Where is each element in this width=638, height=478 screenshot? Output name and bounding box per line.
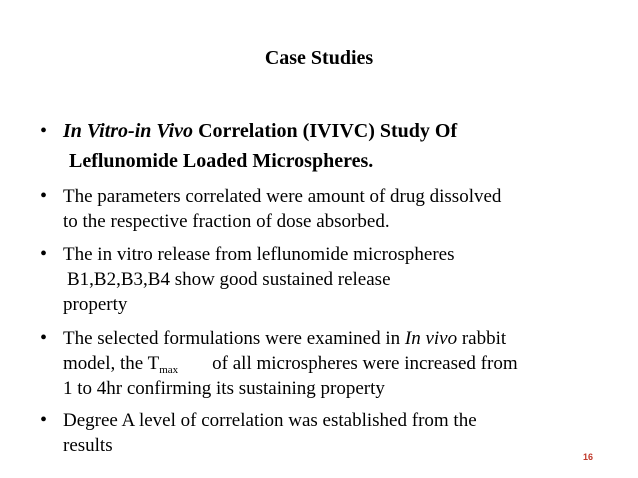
bullet-4-line-1-post: rabbit: [457, 328, 507, 349]
bullet-dot: •: [40, 327, 48, 349]
bullet-1-rest: Correlation (IVIVC) Study Of: [193, 120, 458, 142]
bullet-1-line-2: Leflunomide Loaded Microspheres.: [69, 150, 374, 172]
bullet-4-line-1: [63, 326, 518, 351]
bullet-3-line-2: B1,B2,B3,B4 show good sustained release: [67, 269, 391, 290]
bullet-5-line-2: results: [63, 435, 113, 456]
bullet-4-line-1-pre: The selected formulations were examined in: [63, 328, 405, 349]
slide-title: Case Studies: [264, 47, 374, 69]
bullet-3-line-1: The in vitro release from leflunomide microspheres: [63, 244, 455, 265]
bullet-2-line-1: The parameters correlated were amount of drug dissolved: [63, 186, 502, 207]
bullet-1-text: [63, 116, 457, 176]
bullet-4-line-1-italic: In vivo: [404, 328, 458, 349]
bullet-4-line-2-pre: model, the T: [63, 353, 160, 374]
bullet-4-line-3: 1 to 4hr confirming its sustaining property: [63, 378, 385, 399]
bullet-3-line-3: property: [63, 294, 128, 315]
bullet-5-line-1: Degree A level of correlation was established from the: [63, 410, 477, 431]
bullet-5-text: [63, 408, 477, 458]
bullet-dot: •: [40, 120, 48, 142]
bullet-3-text: [63, 242, 454, 317]
page-number: 16: [583, 452, 594, 462]
bullet-4-line-2: [63, 351, 518, 376]
bullet-2-line-2: to the respective fraction of dose absorbed.: [63, 211, 390, 232]
bullet-1-italic: In Vitro-in Vivo: [63, 120, 194, 142]
bullet-dot: •: [40, 243, 48, 265]
bullet-4-text: [63, 326, 518, 401]
bullet-dot: •: [40, 185, 48, 207]
tmax-subscript: max: [159, 364, 179, 376]
bullet-1-line-1: [63, 116, 457, 146]
bullet-2-text: [63, 184, 501, 234]
bullet-dot: •: [40, 409, 48, 431]
bullet-4-line-2-post: of all microspheres were increased from: [212, 353, 518, 374]
